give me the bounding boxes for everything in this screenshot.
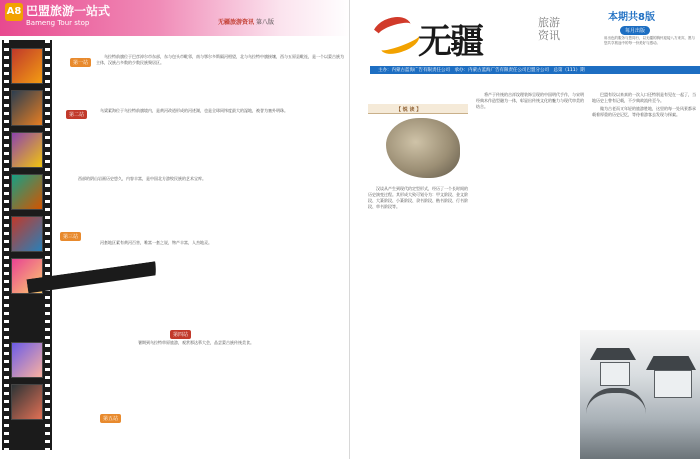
promo-text: 用出色的服务与您同行，以无疆的胸怀迎接八方来宾，愿与您共享旅途中的每一份美好与感动。	[604, 36, 695, 45]
house-wall	[600, 362, 630, 386]
film-frame	[11, 48, 43, 84]
article-paragraph: 乌梁素海位于乌拉特前旗境内，是黄河改道形成的河迹湖，也是全球同纬度最大的湿地，被誉为塞外明珠。	[100, 108, 288, 113]
left-header-banner	[0, 0, 350, 36]
film-frame	[11, 90, 43, 126]
article-paragraph: 河套地区素有黄河百害，唯富一套之说，物产丰富，人杰地灵。	[100, 240, 212, 245]
film-frame	[11, 132, 43, 168]
section-header	[368, 104, 468, 114]
brand-subtitle: 旅游资讯	[538, 16, 560, 42]
film-holes-left	[4, 40, 9, 450]
film-frame	[11, 384, 43, 420]
schedule-badge: 每月出版	[620, 26, 650, 35]
film-frame	[11, 174, 43, 210]
section-tag: 第三站	[60, 232, 81, 241]
brand-title: 无疆	[418, 22, 482, 62]
left-publication-label	[218, 17, 274, 26]
section-tag: 第二站	[66, 110, 87, 119]
publication-name: 无疆旅游资讯	[218, 19, 255, 26]
article-text	[96, 54, 344, 106]
left-page-title: 巴盟旅游一站式	[26, 4, 111, 18]
article-paragraph: 乌拉特前旗位于巴彦淖尔市东部，东与包头市毗邻，南与鄂尔多斯隔河相望，北与乌拉特中旗接壤，西与五原县毗连，是一个以蒙古族为主体，汉族占多数的少数民族聚居区。	[96, 54, 344, 65]
article-text	[130, 340, 344, 450]
page-badge: A8	[5, 3, 23, 21]
publisher-info-bar	[370, 66, 700, 74]
article-text	[592, 92, 696, 322]
film-frame	[11, 216, 43, 252]
film-frame	[11, 342, 43, 378]
section-tag: 第一站	[70, 58, 91, 67]
article-text	[70, 176, 344, 228]
film-holes-right	[45, 40, 50, 450]
roof-shape	[646, 356, 696, 370]
stone-photo	[386, 118, 460, 178]
right-page	[350, 0, 700, 459]
film-strip-image	[2, 40, 52, 450]
article-paragraph: 做为古老而又年轻的旅游胜地，这里的每一处风景都承载着厚重的历史记忆，等待着游客去发现与探索。	[592, 106, 696, 117]
article-paragraph: 巴盟有设以来真的一次入口还特别是有见在一起了，当地历史上曾有记载，不少典故流传至今。	[592, 92, 696, 103]
article-paragraph: 暑期到乌拉特草原旅游，观赏那达慕大会，品尝蒙古族传统美食。	[138, 340, 254, 345]
house-wall	[654, 370, 692, 398]
article-text	[92, 240, 344, 324]
section-tag: 第五站	[100, 414, 121, 423]
article-text	[368, 186, 468, 458]
article-paragraph: 将产于传统的吉祥纹理装饰呈现的中国明代手作，与宋明经典木作造型融为一体，彰显出传统文化的魅力与现代审美的结合。	[476, 92, 584, 109]
article-text	[476, 92, 584, 458]
issue-count: 本期共8版	[608, 12, 655, 23]
page-number: 第八版	[255, 19, 274, 26]
roof-shape	[590, 348, 636, 360]
section-label: 【 锐 读 】	[396, 107, 422, 113]
article-paragraph: 西部的阴山岩画历史悠久，内容丰富，是中国北方游牧民族的艺术宝库。	[78, 176, 206, 181]
article-paragraph: 汉谈从产生到现代约定型形式，经历了一个长时间的历史演变过程。其形成大致可划分为：甲文阶段、金文阶段、大篆阶段、小篆阶段、隶书阶段、楷书阶段、行书阶段、草书阶段等。	[368, 186, 468, 209]
left-page-subtitle: Bameng Tour stop	[26, 19, 90, 27]
section-tag: 第四站	[170, 330, 191, 339]
publisher-info-text: 主办：内蒙古蓝海广告有限责任公司 承办：内蒙古蓝海广告有限责任公司巴盟分公司 总第（111）期	[378, 68, 585, 73]
article-text	[92, 108, 344, 172]
